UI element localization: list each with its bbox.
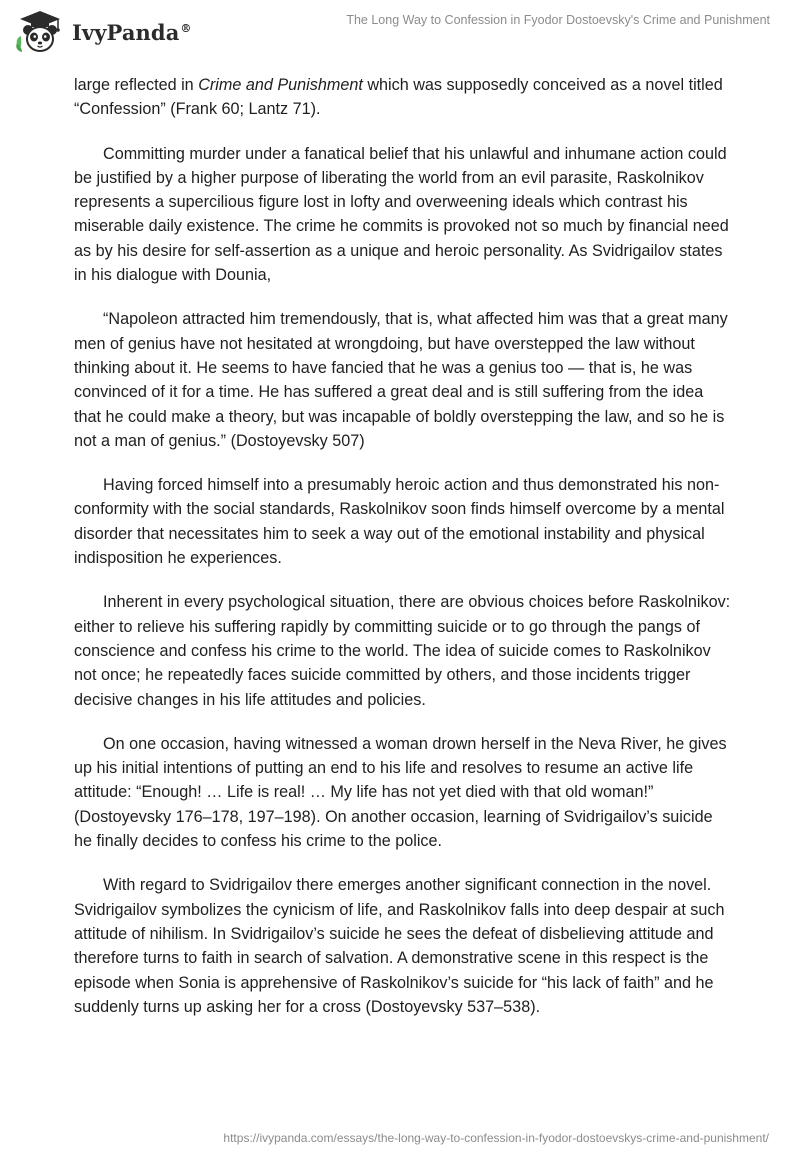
page-header — [0, 0, 800, 70]
paragraph-5: Inherent in every psychological situation, there are obvious choices before Raskolnikov: either to relieve his suffering rapidly by committing suicide or to go through the pangs of conscience and confess his crime to the world. The idea of suicide comes to Raskolnikov not once; he repeatedly faces suicide committed by others, and those incidents trigger decisive changes in his life attitudes and policies. — [74, 593, 731, 709]
block-quote: “Napoleon attracted him tremendously, that is, what affected him was that a great many men of genius have not hesitated at wrongdoing, but have overstepped the law without thinking about it. He seems to have fancied that he was a genius too — that is, he was convinced of it for a time. He has suffered a great deal and is still suffering from the idea that he could make a theory, but was incapable of boldly overstepping the law, and so he is not a man of genius.” (Dostoyevsky 507) — [74, 310, 728, 450]
ivypanda-logo[interactable] — [12, 8, 192, 56]
document-title: The Long Way to Confession in Fyodor Dostoevsky's Crime and Punishment — [346, 13, 770, 27]
paragraph-7: With regard to Svidrigailov there emerges another significant connection in the novel. Svidrigailov symbolizes the cynicism of life, and Raskolnikov falls into deep despair at such attitude of nihilism. In Svidrigailov’s suicide he sees the defeat of disbelieving attitude and therefore turns to faith in search of salvation. A demonstrative scene in this respect is the episode when Sonia is apprehensive of Raskolnikov’s suicide for “his lack of faith” and he suddenly turns up asking her for a cross (Dostoyevsky 537–538). — [74, 876, 725, 1016]
paragraph-1-end: which was supposedly conceived as a novel titled “Confession” (Frank 60; Lantz 71). — [74, 76, 723, 119]
logo-text: IvyPanda® — [72, 19, 192, 45]
panda-graduate-icon — [12, 8, 68, 56]
registered-mark: ® — [180, 21, 192, 35]
paragraph-4: Having forced himself into a presumably heroic action and thus demonstrated his non-conformity with the social standards, Raskolnikov soon finds himself overcome by a mental disorder that necessitates him to seek a way out of the emotional instability and physical indisposition he experiences. — [74, 476, 725, 568]
paragraph-6: On one occasion, having witnessed a woman drown herself in the Neva River, he gives up his initial intentions of putting an end to his life and resolves to resume an active life attitude: “Enough! … Life is real! … My life has not yet died with that old woman!” (Dostoyevsky 176–178, 197–198). On another occasion, learning of Svidrigailov’s suicide he finally decides to confess his crime to the police. — [74, 734, 727, 851]
paragraph-1 — [74, 73, 734, 122]
essay-body — [74, 73, 734, 1039]
paragraph-1-start: large reflected in — [74, 76, 199, 94]
paragraph-2: Committing murder under a fanatical belief that his unlawful and inhumane action could be justified by a higher purpose of liberating the world from an evil parasite, Raskolnikov represents a supercilious figure lost in lofty and overweening ideals which contrast his miserable daily existence. The crime he commits is provoked not so much by financial need as by his desire for self-assertion as a unique and heroic personality. As Svidrigailov states in his dialogue with Dounia, — [74, 144, 729, 285]
book-title-italic: Crime and Punishment — [198, 76, 363, 94]
source-url[interactable]: https://ivypanda.com/essays/the-long-way-to-confession-in-fyodor-dostoevskys-crime-and-punishment/ — [223, 1131, 769, 1145]
